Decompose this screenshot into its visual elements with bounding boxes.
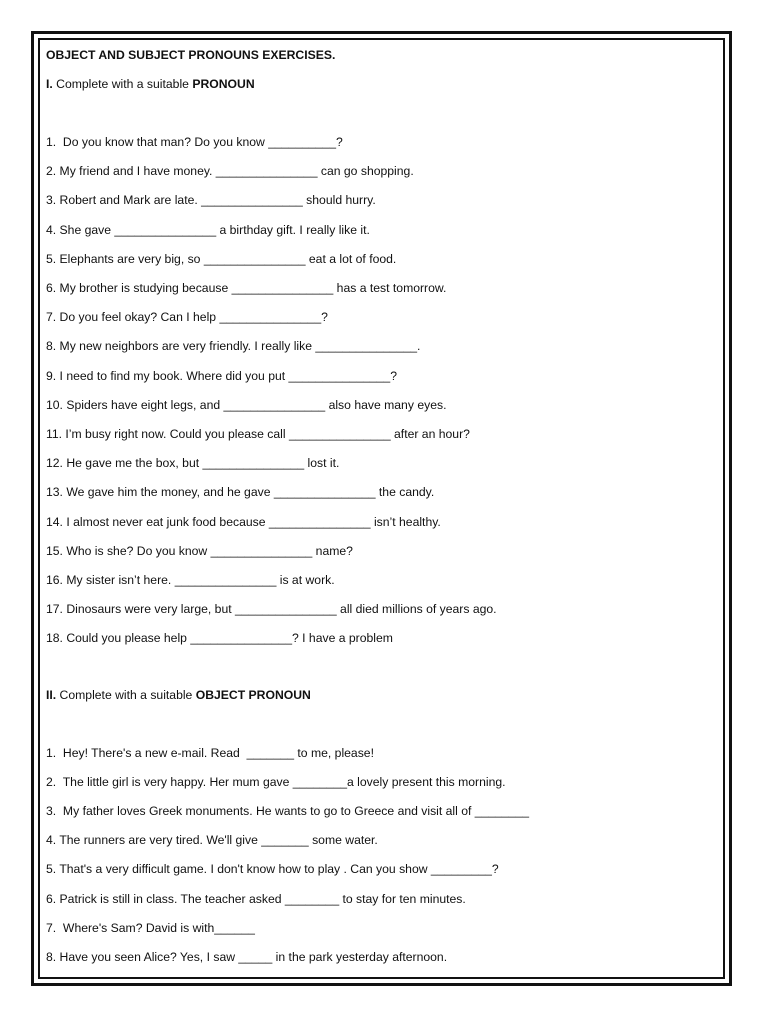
exercise-item: 6. Patrick is still in class. The teacher asked ________ to stay for ten minutes. <box>46 891 466 906</box>
exercise-item: 8. Have you seen Alice? Yes, I saw _____ in the park yesterday afternoon. <box>46 949 448 964</box>
section1-numeral: I. <box>46 77 53 91</box>
exercise-item: 18. Could you please help _______________? I have a problem <box>46 631 393 646</box>
exercise-item: 7. Do you feel okay? Can I help _______________? <box>46 310 328 325</box>
exercise-item: 7. Where's Sam? David is with______ <box>46 920 255 935</box>
exercise-item: 3. My father loves Greek monuments. He wants to go to Greece and visit all of ________ <box>46 804 530 819</box>
section2-numeral: II. <box>46 688 57 702</box>
exercise-item: 6. My brother is studying because _______________ has a test tomorrow. <box>46 281 447 295</box>
exercise-item: 5. Elephants are very big, so _______________ eat a lot of food. <box>46 251 397 266</box>
exercise-item: 15. Who is she? Do you know _______________ name? <box>46 543 353 558</box>
exercise-item: 9. I need to find my book. Where did you put _______________? <box>46 368 397 383</box>
section2-instruction <box>46 687 311 703</box>
exercise-item: 1. Do you know that man? Do you know __________? <box>46 135 343 149</box>
exercise-item: 4. She gave _______________ a birthday gift. I really like it. <box>46 222 370 237</box>
exercise-item: 1. Hey! There's a new e-mail. Read _______ to me, please! <box>46 746 374 760</box>
exercise-item: 2. My friend and I have money. _______________ can go shopping. <box>46 164 414 179</box>
section2-instruction-keyword: OBJECT PRONOUN <box>195 688 311 702</box>
exercise-item: 4. The runners are very tired. We'll give _______ some water. <box>46 833 378 848</box>
exercise-item: 13. We gave him the money, and he gave _______________ the candy. <box>46 485 435 500</box>
section2-instruction-text: Complete with a suitable <box>56 688 196 702</box>
exercise-item: 2. The little girl is very happy. Her mum gave ________a lovely present this morning. <box>46 775 506 790</box>
worksheet-title: OBJECT AND SUBJECT PRONOUNS EXERCISES. <box>46 48 336 62</box>
exercise-item: 5. That's a very difficult game. I don't know how to play . Can you show _________? <box>46 862 499 877</box>
exercise-item: 10. Spiders have eight legs, and _______________ also have many eyes. <box>46 397 447 412</box>
exercise-item: 11. I’m busy right now. Could you please call _______________ after an hour? <box>46 427 470 441</box>
exercise-item: 12. He gave me the box, but _______________ lost it. <box>46 456 340 471</box>
exercise-item: 14. I almost never eat junk food because _______________ isn’t healthy. <box>46 514 441 529</box>
exercise-item: 16. My sister isn’t here. _______________ is at work. <box>46 573 335 587</box>
section1-instruction <box>46 76 255 92</box>
section1-instruction-text: Complete with a suitable <box>52 77 193 91</box>
exercise-item: 8. My new neighbors are very friendly. I really like _______________. <box>46 339 421 354</box>
exercise-item: 17. Dinosaurs were very large, but _______________ all died millions of years ago. <box>46 602 497 617</box>
exercise-item: 3. Robert and Mark are late. _______________ should hurry. <box>46 193 376 208</box>
section1-instruction-keyword: PRONOUN <box>192 77 255 91</box>
